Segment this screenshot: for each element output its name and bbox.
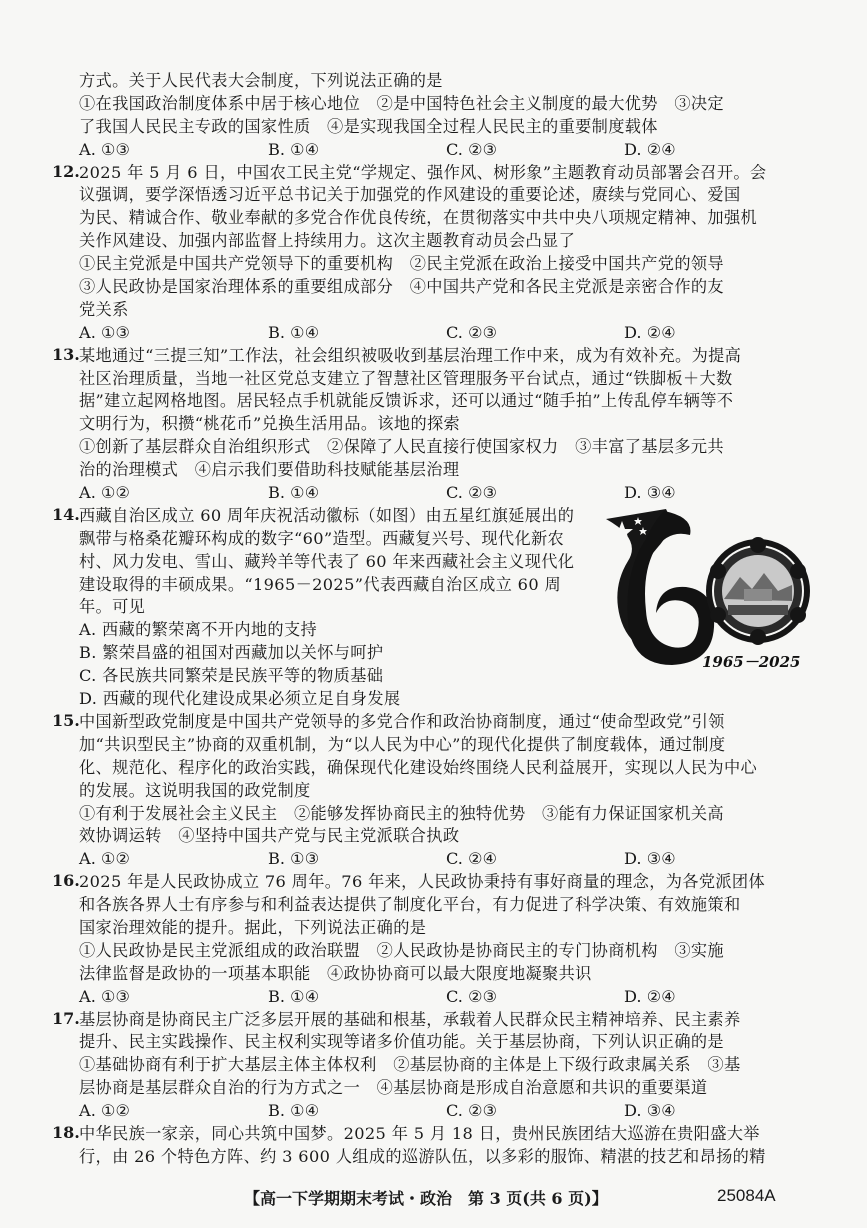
answer-option[interactable]: B. ①④ (268, 322, 320, 342)
answer-option[interactable]: A. ①② (79, 483, 131, 503)
question-text-line: 化、规范化、程序化的政治实践，确保现代化建设始终围绕人民利益展开，实现以人民为中心 (79, 757, 758, 777)
answer-option[interactable]: A. ①③ (79, 986, 131, 1006)
question-12 (0, 162, 867, 345)
paper-code: 25084A (717, 1186, 776, 1205)
question-text-line: B. 繁荣昌盛的祖国对西藏加以关怀与呵护 (79, 643, 384, 663)
answer-options (0, 848, 867, 871)
question-text-line: 飘带与格桑花瓣环构成的数字“60”造型。西藏复兴号、现代化新农 (79, 528, 565, 548)
answer-option[interactable]: D. ②④ (624, 139, 676, 159)
answer-option[interactable]: C. ②③ (446, 322, 498, 342)
answer-option[interactable]: B. ①④ (268, 986, 320, 1006)
question-text-line: ①民主党派是中国共产党领导下的重要机构 ②民主党派在政治上接受中国共产党的领导 (79, 254, 724, 274)
intro-line: 了我国人民民主专政的国家性质 ④是实现我国全过程人民民主的重要制度载体 (79, 116, 658, 136)
answer-option[interactable]: A. ①③ (79, 139, 131, 159)
question-text-line: 为民、精诚合作、敬业奉献的多党合作优良传统，在贯彻落实中共中央八项规定精神、加强机 (79, 208, 758, 228)
question-text-line: ①有利于发展社会主义民主 ②能够发挥协商民主的独特优势 ③能有力保证国家机关高 (79, 803, 724, 823)
question-16 (0, 871, 867, 1008)
question-number: 13. (52, 344, 80, 364)
question-text-line: 加“共识型民主”协商的双重机制，为“以人民为中心”的现代化提供了制度载体，通过制度 (79, 734, 726, 754)
question-text-line: 社区治理质量，当地一社区党总支建立了智慧社区管理服务平台试点，通过“铁脚板＋大数 (79, 368, 733, 388)
question-number: 12. (52, 161, 80, 181)
question-17 (0, 1009, 867, 1123)
question-text-line: 据”建立起网格地图。居民轻点手机就能反馈诉求，还可以通过“随手拍”上传乱停车辆等不 (79, 391, 734, 411)
question-text-line: 和各族各界人士有序参与和利益表达提供了制度化平台，有力促进了科学决策、有效施策和 (79, 895, 741, 915)
question-text-line: 行，由 26 个特色方阵、约 3 600 人组成的巡游队伍，以多彩的服饰、精湛的技艺和昂扬的精 (79, 1146, 766, 1166)
question-text-line: 中国新型政党制度是中国共产党领导的多党合作和政治协商制度，通过“使命型政党”引领 (79, 711, 725, 731)
answer-option[interactable]: C. ②③ (446, 1101, 498, 1121)
question-text-line: A. 西藏的繁荣离不开内地的支持 (79, 620, 318, 640)
question-number: 18. (52, 1122, 80, 1142)
question-text-line: 治的治理模式 ④启示我们要借助科技赋能基层治理 (79, 460, 460, 480)
question-text-line: 年。可见 (79, 597, 146, 617)
answer-options (0, 322, 867, 345)
answer-option[interactable]: A. ①③ (79, 322, 131, 342)
answer-option[interactable]: B. ①③ (268, 849, 320, 869)
question-number: 16. (52, 871, 80, 891)
question-text-line: 西藏自治区成立 60 周年庆祝活动徽标（如图）由五星红旗延展出的 (79, 505, 575, 525)
question-text-line: 中华民族一家亲，同心共筑中国梦。2025 年 5 月 18 日，贵州民族团结大巡游在贵阳盛大举 (79, 1123, 760, 1143)
answer-options (0, 986, 867, 1009)
question-number: 15. (52, 710, 80, 730)
answer-option[interactable]: D. ③④ (624, 1101, 676, 1121)
answer-option[interactable]: D. ③④ (624, 849, 676, 869)
question-text-line: ①人民政协是民主党派组成的政治联盟 ②人民政协是协商民主的专门协商机构 ③实施 (79, 940, 724, 960)
question-text-line: ①基础协商有利于扩大基层主体主体权利 ②基层协商的主体是上下级行政隶属关系 ③基 (79, 1055, 741, 1075)
answer-option[interactable]: B. ①④ (268, 483, 320, 503)
answer-option[interactable]: C. ②③ (446, 986, 498, 1006)
emblem-years-label: 1965－2025 (702, 653, 801, 671)
answer-option[interactable]: D. ③④ (624, 483, 676, 503)
tibet-60th-anniversary-emblem (598, 507, 828, 672)
question-13 (0, 345, 867, 505)
question-text-line: 党关系 (79, 299, 129, 319)
question-text-line: 议强调，要学深悟透习近平总书记关于加强党的作风建设的重要论述，赓续与党同心、爱国 (79, 185, 741, 205)
footer-title: 【高一下学期期末考试・政治 第 3 页(共 6 页)】 (244, 1189, 608, 1208)
question-number: 14. (52, 504, 80, 524)
question-text-line: 效协调运转 ④坚持中国共产党与民主党派联合执政 (79, 826, 460, 846)
question-text-line: 提升、民主实践操作、民主权利实现等诸多价值功能。关于基层协商，下列认识正确的是 (79, 1032, 724, 1052)
question-text-line: 2025 年是人民政协成立 76 周年。76 年来，人民政协秉持有事好商量的理念，为各党派团体 (79, 872, 765, 892)
question-text-line: 文明行为，积攒“桃花币”兑换生活用品。该地的探索 (79, 414, 461, 434)
question-15 (0, 711, 867, 871)
answer-option[interactable]: C. ②③ (446, 483, 498, 503)
question-text-line: 法律监督是政协的一项基本职能 ④政协协商可以最大限度地凝聚共识 (79, 963, 592, 983)
answer-option[interactable]: B. ①④ (268, 1101, 320, 1121)
answer-options (0, 1100, 867, 1123)
question-text-line: 村、风力发电、雪山、藏羚羊等代表了 60 年来西藏社会主义现代化 (79, 551, 575, 571)
question-text-line: 基层协商是协商民主广泛多层开展的基础和根基，承载着人民群众民主精神培养、民主素养 (79, 1009, 741, 1029)
question-text-line: D. 西藏的现代化建设成果必须立足自身发展 (79, 689, 401, 709)
question-text-line: ①创新了基层群众自治组织形式 ②保障了人民直接行使国家权力 ③丰富了基层多元共 (79, 437, 724, 457)
question-text-line: ③人民政协是国家治理体系的重要组成部分 ④中国共产党和各民主党派是亲密合作的友 (79, 277, 724, 297)
question-text-line: 某地通过“三提三知”工作法，社会组织被吸收到基层治理工作中来，成为有效补充。为提高 (79, 345, 742, 365)
question-text-line: 层协商是基层群众自治的行为方式之一 ④基层协商是形成自治意愿和共识的重要渠道 (79, 1078, 708, 1098)
answer-options (0, 139, 867, 162)
answer-option[interactable]: B. ①④ (268, 139, 320, 159)
intro-line: ①在我国政治制度体系中居于核心地位 ②是中国特色社会主义制度的最大优势 ③决定 (79, 93, 724, 113)
answer-option[interactable]: D. ②④ (624, 986, 676, 1006)
question-number: 17. (52, 1008, 80, 1028)
question-text-line: 国家治理效能的提升。据此，下列说法正确的是 (79, 917, 427, 937)
answer-option[interactable]: D. ②④ (624, 322, 676, 342)
answer-options (0, 482, 867, 505)
answer-option[interactable]: C. ②③ (446, 139, 498, 159)
question-text-line: C. 各民族共同繁荣是民族平等的物质基础 (79, 666, 384, 686)
question-text-line: 关作风建设、加强内部监督上持续用力。这次主题教育动员会凸显了 (79, 231, 576, 251)
answer-option[interactable]: A. ①② (79, 1101, 131, 1121)
question-text-line: 的发展。这说明我国的政党制度 (79, 780, 311, 800)
intro-line: 方式。关于人民代表大会制度，下列说法正确的是 (79, 71, 443, 90)
question-18 (0, 1123, 867, 1169)
question-text-line: 建设取得的丰硕成果。“1965－2025”代表西藏自治区成立 60 周 (79, 574, 562, 594)
answer-option[interactable]: C. ②④ (446, 849, 498, 869)
answer-option[interactable]: A. ①② (79, 849, 131, 869)
question-text-line: 2025 年 5 月 6 日，中国农工民主党“学规定、强作风、树形象”主题教育动员部署会召开。会 (79, 162, 767, 182)
